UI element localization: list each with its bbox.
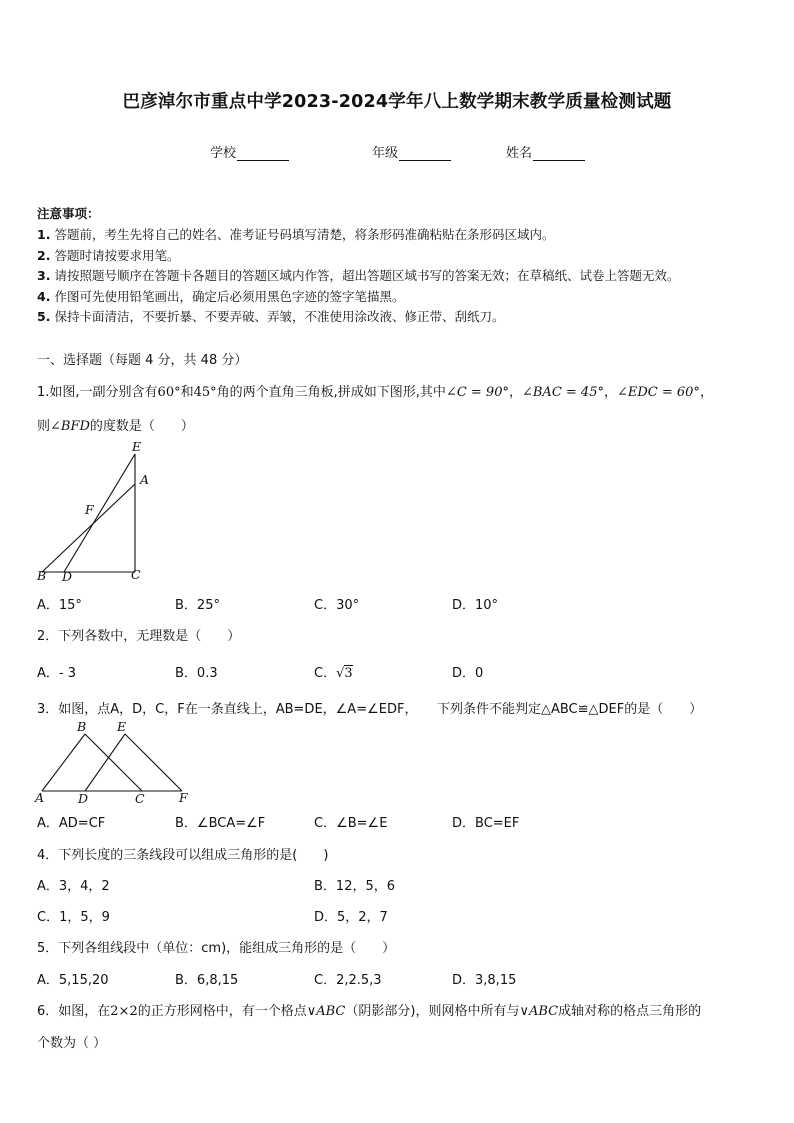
sqrt-symbol: √ — [336, 666, 345, 681]
name-label: 姓名 — [506, 146, 533, 161]
q2-option-c[interactable]: C．√3 — [314, 666, 353, 681]
q5-option-b[interactable]: B．6,8,15 — [175, 973, 239, 988]
q4-option-b[interactable]: B．12，5，6 — [314, 879, 396, 894]
q2-option-b[interactable]: B．0.3 — [175, 666, 218, 681]
q3-option-b[interactable]: B．∠BCA=∠F — [175, 816, 266, 831]
name-field[interactable] — [506, 142, 585, 161]
q1-option-c[interactable]: C．30° — [314, 598, 360, 613]
segment-DE — [85, 734, 125, 791]
q5-stem: 5．下列各组线段中（单位：cm)，能组成三角形的是（ ） — [37, 941, 396, 956]
school-field[interactable] — [210, 142, 289, 161]
label-E: E — [117, 719, 127, 734]
school-label: 学校 — [210, 146, 237, 161]
q1-figure — [30, 436, 160, 586]
label-F: F — [179, 790, 188, 805]
note-item: 3. 请按照题号顺序在答题卡各题目的答题区域内作答，超出答题区域书写的答案无效；在草稿纸、试卷上答题无效。 — [37, 268, 680, 283]
school-blank[interactable] — [237, 146, 289, 161]
note-item: 1. 答题前，考生先将自己的姓名、准考证号码填写清楚，将条形码准确粘贴在条形码区域内。 — [37, 227, 555, 242]
q6-stem-line1: 6．如图，在2×2的正方形网格中，有一个格点∨ABC（阴影部分)，则网格中所有与∨ABC成轴对称的格点三角形的 — [37, 1004, 702, 1019]
q1-stem-line1: 1.如图,一副分别含有60°和45°角的两个直角三角板,拼成如下图形,其中∠C = 90°，∠BAC = 45°，∠EDC = 60°， — [37, 385, 713, 400]
label-A: A — [35, 790, 45, 805]
q3-option-c[interactable]: C．∠B=∠E — [314, 816, 388, 831]
q1-option-d[interactable]: D．10° — [452, 598, 499, 613]
q3-figure — [30, 716, 200, 808]
q4-option-c[interactable]: C．1，5，9 — [37, 910, 110, 925]
q1-option-a[interactable]: A．15° — [37, 598, 82, 613]
q1-option-b[interactable]: B．25° — [175, 598, 220, 613]
label-B: B — [77, 719, 87, 734]
notes-title: 注意事项： — [37, 206, 100, 221]
sqrt-radicand: 3 — [344, 666, 353, 681]
q3-option-a[interactable]: A．AD=CF — [37, 816, 106, 831]
q3-stem: 3．如图，点A，D，C，F在一条直线上，AB=DE，∠A=∠EDF， 下列条件不能判定△ABC≌△DEF的是（ ） — [37, 702, 703, 717]
q4-option-d[interactable]: D．5，2，7 — [314, 910, 388, 925]
grade-blank[interactable] — [399, 146, 451, 161]
q1-stem-line2: 则∠BFD的度数是（ ） — [37, 419, 194, 434]
name-blank[interactable] — [533, 146, 585, 161]
note-item: 4. 作图可先使用铅笔画出，确定后必须用黑色字迹的签字笔描黑。 — [37, 289, 405, 304]
q2-option-d[interactable]: D．0 — [452, 666, 484, 681]
q2-stem: 2．下列各数中，无理数是（ ） — [37, 629, 241, 644]
label-B: B — [37, 568, 47, 583]
q5-option-c[interactable]: C．2,2.5,3 — [314, 973, 382, 988]
label-C: C — [131, 567, 141, 582]
label-C: C — [135, 791, 145, 806]
label-D: D — [62, 569, 73, 584]
q6-stem-line2: 个数为（ ） — [37, 1036, 107, 1051]
q5-option-d[interactable]: D．3,8,15 — [452, 973, 517, 988]
q3-option-d[interactable]: D．BC=EF — [452, 816, 520, 831]
grade-label: 年级 — [372, 146, 399, 161]
q2-option-a[interactable]: A．- 3 — [37, 666, 76, 681]
label-F: F — [85, 502, 94, 517]
q4-stem: 4．下列长度的三条线段可以组成三角形的是( ) — [37, 848, 329, 863]
label-E: E — [132, 439, 142, 454]
q4-option-a[interactable]: A．3，4，2 — [37, 879, 110, 894]
segment-DE — [64, 454, 135, 572]
label-A: A — [140, 472, 150, 487]
label-D: D — [78, 791, 89, 806]
note-item: 5. 保持卡面清洁，不要折暴、不要弄破、弄皱，不准使用涂改液、修正带、刮纸刀。 — [37, 309, 505, 324]
note-item: 2. 答题时请按要求用笔。 — [37, 248, 180, 263]
segment-BA — [42, 484, 135, 572]
grade-field[interactable] — [372, 142, 451, 161]
section-title: 一、选择题（每题 4 分，共 48 分） — [37, 353, 248, 368]
q5-option-a[interactable]: A．5,15,20 — [37, 973, 109, 988]
segment-AB — [42, 734, 85, 791]
page-title: 巴彦淖尔市重点中学2023-2024学年八上数学期末教学质量检测试题 — [122, 92, 672, 112]
